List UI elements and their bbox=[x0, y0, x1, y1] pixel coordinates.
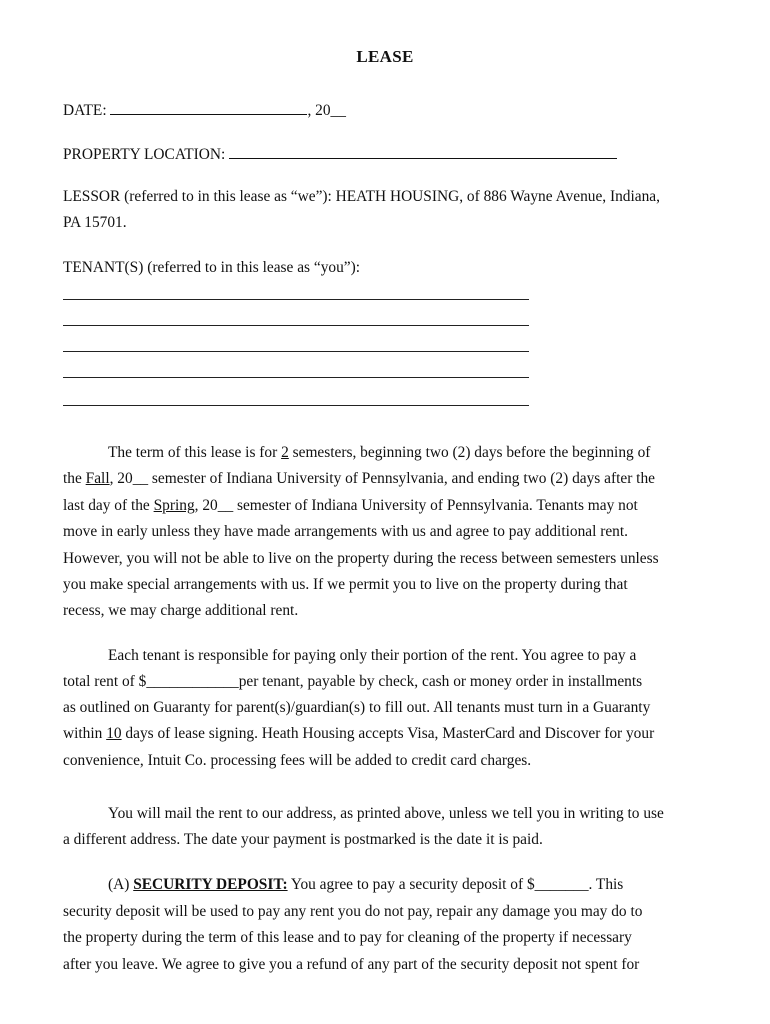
rent-line-1: Each tenant is responsible for paying only their portion of the rent. You agree to pay a bbox=[108, 647, 637, 664]
term-text: The term of this lease is for bbox=[108, 444, 282, 461]
date-line bbox=[63, 100, 346, 120]
date-blank[interactable] bbox=[110, 100, 307, 115]
rent-text: within bbox=[63, 725, 107, 742]
term-text: , 20__ semester of Indiana University of Pennsylvania. Tenants may not bbox=[194, 497, 638, 514]
start-semester: Fall bbox=[85, 470, 110, 487]
term-text: , 20__ semester of Indiana University of Pennsylvania, and ending two (2) days after the bbox=[109, 470, 655, 487]
property-location-blank[interactable] bbox=[229, 144, 617, 159]
property-location-line bbox=[63, 144, 617, 164]
end-semester: Spring bbox=[153, 497, 195, 514]
tenant-blank-line[interactable] bbox=[63, 405, 529, 406]
deposit-line-2: security deposit will be used to pay any rent you do not pay, repair any damage you may do to bbox=[63, 903, 643, 920]
guaranty-days: 10 bbox=[106, 725, 122, 742]
rent-amount-blank[interactable]: total rent of $____________ bbox=[63, 673, 239, 690]
term-text: the bbox=[63, 470, 86, 487]
lessor-line-1: LESSOR (referred to in this lease as “we”): HEATH HOUSING, of 886 Wayne Avenue, Indiana, bbox=[63, 188, 660, 205]
term-line-1 bbox=[108, 444, 650, 462]
deposit-text: You agree to pay a security deposit of $_______. This bbox=[287, 876, 624, 893]
rent-line-4 bbox=[63, 725, 654, 743]
term-line-2 bbox=[63, 470, 655, 488]
deposit-line-1 bbox=[108, 876, 623, 894]
deposit-line-4: after you leave. We agree to give you a refund of any part of the security deposit not spent for bbox=[63, 956, 640, 973]
deposit-line-3: the property during the term of this lease and to pay for cleaning of the property if necessary bbox=[63, 929, 632, 946]
term-text: last day of the bbox=[63, 497, 154, 514]
lessor-line-2: PA 15701. bbox=[63, 214, 127, 231]
rent-line-2 bbox=[63, 673, 642, 691]
date-year: , 20__ bbox=[307, 102, 346, 119]
section-label: (A) bbox=[108, 876, 134, 893]
tenants-label: TENANT(S) (referred to in this lease as “you”): bbox=[63, 259, 361, 276]
tenant-blank-line[interactable] bbox=[63, 351, 529, 352]
property-location-label: PROPERTY LOCATION: bbox=[63, 146, 226, 163]
term-line-6: you make special arrangements with us. If we permit you to live on the property during that bbox=[63, 576, 628, 593]
date-label: DATE: bbox=[63, 102, 107, 119]
term-line-7: recess, we may charge additional rent. bbox=[63, 602, 299, 619]
tenant-blank-line[interactable] bbox=[63, 377, 529, 378]
rent-line-3: as outlined on Guaranty for parent(s)/guardian(s) to fill out. All tenants must turn in a Guaranty bbox=[63, 699, 651, 716]
rent-line-5: convenience, Intuit Co. processing fees will be added to credit card charges. bbox=[63, 752, 532, 769]
rent-text: days of lease signing. Heath Housing accepts Visa, MasterCard and Discover for your bbox=[121, 725, 655, 742]
mail-line-2: a different address. The date your payment is postmarked is the date it is paid. bbox=[63, 831, 543, 848]
semester-count: 2 bbox=[281, 444, 289, 461]
document-title: LEASE bbox=[356, 47, 414, 66]
tenant-blank-line[interactable] bbox=[63, 325, 529, 326]
term-line-3 bbox=[63, 497, 638, 515]
term-line-4: move in early unless they have made arrangements with us and agree to pay additional rent. bbox=[63, 523, 628, 540]
mail-line-1: You will mail the rent to our address, as printed above, unless we tell you in writing to use bbox=[108, 805, 664, 822]
rent-text: per tenant, payable by check, cash or money order in installments bbox=[238, 673, 643, 690]
term-line-5: However, you will not be able to live on the property during the recess between semesters unless bbox=[63, 550, 659, 567]
tenant-blank-line[interactable] bbox=[63, 299, 529, 300]
term-text: semesters, beginning two (2) days before the beginning of bbox=[288, 444, 651, 461]
security-deposit-heading: SECURITY DEPOSIT: bbox=[133, 876, 288, 893]
